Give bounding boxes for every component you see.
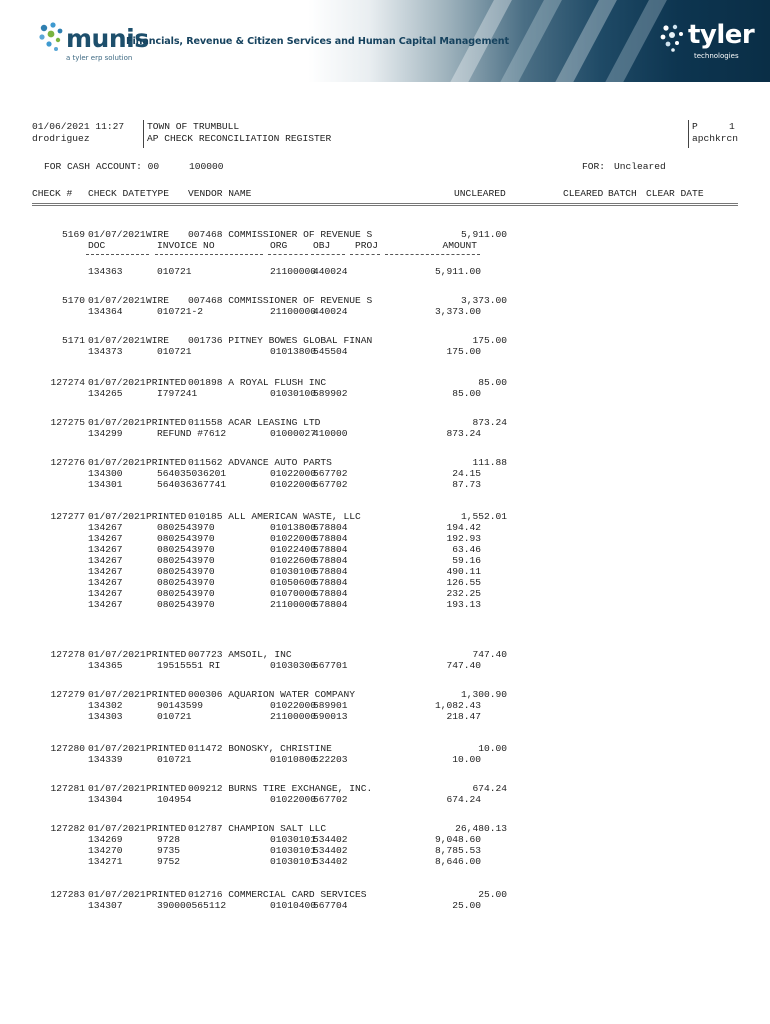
line-doc: 134267	[88, 522, 123, 533]
line-amount: 1,082.43	[434, 700, 481, 711]
line-invoice: 9728	[157, 834, 181, 845]
detail-header-org: ORG	[270, 240, 288, 251]
line-org: 01030300	[270, 660, 317, 671]
line-amount: 175.00	[446, 346, 481, 357]
line-doc: 134299	[88, 428, 123, 439]
check-number: 5169	[61, 229, 85, 240]
check-date: 01/07/2021	[88, 457, 146, 468]
col-batch: BATCH	[608, 188, 637, 199]
line-obj: 567704	[313, 900, 348, 911]
vendor-name: 009212 BURNS TIRE EXCHANGE, INC.	[188, 783, 373, 794]
line-org: 01030100	[270, 388, 317, 399]
vendor-name: 010185 ALL AMERICAN WASTE, LLC	[188, 511, 361, 522]
line-obj: 590013	[313, 711, 348, 722]
check-type: PRINTED	[146, 649, 187, 660]
line-org: 01022000	[270, 468, 317, 479]
line-amount: 25.00	[452, 900, 481, 911]
check-type: PRINTED	[146, 823, 187, 834]
line-invoice: 0802543970	[157, 577, 215, 588]
line-doc: 134307	[88, 900, 123, 911]
check-number: 127278	[50, 649, 85, 660]
check-number: 5170	[61, 295, 85, 306]
line-amount: 3,373.00	[434, 306, 481, 317]
uncleared-amount: 175.00	[472, 335, 507, 346]
line-invoice: 564036367741	[157, 479, 227, 490]
uncleared-amount: 10.00	[478, 743, 507, 754]
uncleared-amount: 873.24	[472, 417, 507, 428]
check-date: 01/07/2021	[88, 689, 146, 700]
line-invoice: 9735	[157, 845, 181, 856]
line-obj: 578804	[313, 566, 348, 577]
line-invoice: REFUND #7612	[157, 428, 227, 439]
check-type: PRINTED	[146, 889, 187, 900]
line-org: 01030101	[270, 845, 317, 856]
report-datetime: 01/06/2021 11:27	[32, 121, 125, 132]
detail-underline	[155, 254, 263, 256]
tyler-tagline: technologies	[694, 52, 739, 60]
vendor-name: 011562 ADVANCE AUTO PARTS	[188, 457, 332, 468]
line-obj: 522203	[313, 754, 348, 765]
line-org: 01050600	[270, 577, 317, 588]
line-obj: 578804	[313, 599, 348, 610]
cash-account-number: 100000	[189, 161, 224, 172]
vendor-name: 007723 AMSOIL, INC	[188, 649, 292, 660]
uncleared-amount: 25.00	[478, 889, 507, 900]
line-amount: 85.00	[452, 388, 481, 399]
line-obj: 545504	[313, 346, 348, 357]
line-doc: 134267	[88, 555, 123, 566]
check-number: 127280	[50, 743, 85, 754]
line-doc: 134373	[88, 346, 123, 357]
header-rule	[32, 203, 738, 204]
line-invoice: 010721	[157, 711, 192, 722]
detail-header-proj: PROJ	[355, 240, 379, 251]
uncleared-amount: 747.40	[472, 649, 507, 660]
uncleared-amount: 5,911.00	[460, 229, 507, 240]
line-obj: 578804	[313, 522, 348, 533]
line-obj: 534402	[313, 856, 348, 867]
line-amount: 194.42	[446, 522, 481, 533]
line-org: 21100000	[270, 306, 317, 317]
col-uncleared: UNCLEARED	[454, 188, 506, 199]
check-number: 127281	[50, 783, 85, 794]
check-date: 01/07/2021	[88, 743, 146, 754]
check-type: WIRE	[146, 335, 170, 346]
check-type: PRINTED	[146, 511, 187, 522]
line-amount: 5,911.00	[434, 266, 481, 277]
detail-underline	[311, 254, 345, 256]
line-org: 01030101	[270, 834, 317, 845]
vendor-name: 007468 COMMISSIONER OF REVENUE S	[188, 295, 373, 306]
line-obj: 567702	[313, 468, 348, 479]
line-org: 01030100	[270, 566, 317, 577]
line-amount: 126.55	[446, 577, 481, 588]
line-amount: 747.40	[446, 660, 481, 671]
line-invoice: 010721-2	[157, 306, 204, 317]
line-obj: 589902	[313, 388, 348, 399]
line-org: 01000027	[270, 428, 317, 439]
line-org: 21100000	[270, 711, 317, 722]
line-obj: 534402	[313, 834, 348, 845]
munis-logo-text: munis	[66, 24, 149, 53]
line-amount: 87.73	[452, 479, 481, 490]
check-type: PRINTED	[146, 689, 187, 700]
check-number: 127283	[50, 889, 85, 900]
line-invoice: 0802543970	[157, 522, 215, 533]
header-divider-right	[688, 120, 689, 148]
check-date: 01/07/2021	[88, 229, 146, 240]
detail-underline	[350, 254, 380, 256]
line-obj: 578804	[313, 577, 348, 588]
line-invoice: I797241	[157, 388, 198, 399]
line-obj: 578804	[313, 544, 348, 555]
line-invoice: 19515551 RI	[157, 660, 221, 671]
check-number: 127275	[50, 417, 85, 428]
line-invoice: 0802543970	[157, 566, 215, 577]
check-type: WIRE	[146, 229, 170, 240]
line-obj: 410000	[313, 428, 348, 439]
vendor-name: 001736 PITNEY BOWES GLOBAL FINAN	[188, 335, 373, 346]
check-date: 01/07/2021	[88, 511, 146, 522]
munis-tagline: a tyler erp solution	[66, 54, 133, 62]
line-doc: 134300	[88, 468, 123, 479]
detail-underline	[86, 254, 149, 256]
line-amount: 873.24	[446, 428, 481, 439]
col-type: TYPE	[146, 188, 170, 199]
line-doc: 134304	[88, 794, 123, 805]
line-org: 01022000	[270, 794, 317, 805]
vendor-name: 000306 AQUARION WATER COMPANY	[188, 689, 355, 700]
uncleared-amount: 3,373.00	[460, 295, 507, 306]
line-invoice: 0802543970	[157, 533, 215, 544]
line-amount: 192.93	[446, 533, 481, 544]
check-number: 127282	[50, 823, 85, 834]
line-amount: 193.13	[446, 599, 481, 610]
line-doc: 134364	[88, 306, 123, 317]
line-org: 01030101	[270, 856, 317, 867]
filter-value: Uncleared	[614, 161, 666, 172]
line-invoice: 390000565112	[157, 900, 227, 911]
line-amount: 63.46	[452, 544, 481, 555]
check-type: PRINTED	[146, 377, 187, 388]
cash-account-label: FOR CASH ACCOUNT: 00	[44, 161, 160, 172]
detail-underline	[385, 254, 480, 256]
line-obj: 589901	[313, 700, 348, 711]
check-number: 127274	[50, 377, 85, 388]
line-doc: 134363	[88, 266, 123, 277]
line-invoice: 564035036201	[157, 468, 227, 479]
vendor-name: 011472 BONOSKY, CHRISTINE	[188, 743, 332, 754]
line-obj: 567701	[313, 660, 348, 671]
line-amount: 8,646.00	[434, 856, 481, 867]
line-doc: 134301	[88, 479, 123, 490]
page-label: P	[692, 121, 698, 132]
line-obj: 578804	[313, 533, 348, 544]
line-doc: 134269	[88, 834, 123, 845]
line-invoice: 9752	[157, 856, 181, 867]
line-doc: 134271	[88, 856, 123, 867]
check-date: 01/07/2021	[88, 377, 146, 388]
line-org: 01022000	[270, 479, 317, 490]
uncleared-amount: 111.88	[472, 457, 507, 468]
line-obj: 578804	[313, 588, 348, 599]
check-number: 127279	[50, 689, 85, 700]
line-org: 01022000	[270, 533, 317, 544]
check-type: PRINTED	[146, 783, 187, 794]
line-invoice: 90143599	[157, 700, 204, 711]
check-date: 01/07/2021	[88, 417, 146, 428]
col-cleared: CLEARED	[563, 188, 604, 199]
check-type: WIRE	[146, 295, 170, 306]
line-invoice: 010721	[157, 754, 192, 765]
line-obj: 440024	[313, 266, 348, 277]
line-doc: 134270	[88, 845, 123, 856]
uncleared-amount: 85.00	[478, 377, 507, 388]
banner-title: Financials, Revenue & Citizen Services and Human Capital Management	[126, 36, 509, 47]
line-invoice: 0802543970	[157, 555, 215, 566]
line-doc: 134365	[88, 660, 123, 671]
vendor-name: 011558 ACAR LEASING LTD	[188, 417, 321, 428]
check-number: 127276	[50, 457, 85, 468]
line-invoice: 0802543970	[157, 599, 215, 610]
check-date: 01/07/2021	[88, 889, 146, 900]
line-amount: 232.25	[446, 588, 481, 599]
line-amount: 9,048.60	[434, 834, 481, 845]
uncleared-amount: 1,552.01	[460, 511, 507, 522]
header-rule-2	[32, 205, 738, 206]
header-divider-left	[143, 120, 144, 148]
munis-logo-icon	[38, 20, 68, 54]
check-number: 127277	[50, 511, 85, 522]
col-vendor-name: VENDOR NAME	[188, 188, 252, 199]
line-org: 01070000	[270, 588, 317, 599]
tyler-logo-icon	[658, 22, 688, 54]
detail-header-doc: DOC	[88, 240, 106, 251]
report-town: TOWN OF TRUMBULL	[147, 121, 240, 132]
check-number: 5171	[61, 335, 85, 346]
col-check: CHECK #	[32, 188, 73, 199]
line-obj: 567702	[313, 479, 348, 490]
check-date: 01/07/2021	[88, 335, 146, 346]
tyler-logo-text: tyler	[688, 20, 755, 50]
line-amount: 10.00	[452, 754, 481, 765]
line-obj: 440024	[313, 306, 348, 317]
line-amount: 8,785.53	[434, 845, 481, 856]
line-amount: 24.15	[452, 468, 481, 479]
line-invoice: 0802543970	[157, 544, 215, 555]
vendor-name: 001898 A ROYAL FLUSH INC	[188, 377, 327, 388]
line-amount: 490.11	[446, 566, 481, 577]
line-invoice: 010721	[157, 346, 192, 357]
check-date: 01/07/2021	[88, 295, 146, 306]
report-user: drodriguez	[32, 133, 90, 144]
line-org: 21100000	[270, 599, 317, 610]
filter-label: FOR:	[582, 161, 606, 172]
report-title: AP CHECK RECONCILIATION REGISTER	[147, 133, 332, 144]
line-invoice: 104954	[157, 794, 192, 805]
check-date: 01/07/2021	[88, 649, 146, 660]
check-type: PRINTED	[146, 457, 187, 468]
line-doc: 134267	[88, 599, 123, 610]
col-check-date: CHECK DATE	[88, 188, 146, 199]
check-type: PRINTED	[146, 743, 187, 754]
detail-underline	[268, 254, 308, 256]
line-amount: 218.47	[446, 711, 481, 722]
uncleared-amount: 1,300.90	[460, 689, 507, 700]
line-org: 01013800	[270, 522, 317, 533]
line-org: 01010800	[270, 754, 317, 765]
line-invoice: 0802543970	[157, 588, 215, 599]
line-amount: 674.24	[446, 794, 481, 805]
line-org: 01013800	[270, 346, 317, 357]
program-name: apchkrcn	[692, 133, 739, 144]
vendor-name: 012716 COMMERCIAL CARD SERVICES	[188, 889, 367, 900]
line-org: 01010400	[270, 900, 317, 911]
line-org: 01022600	[270, 555, 317, 566]
line-doc: 134267	[88, 577, 123, 588]
line-amount: 59.16	[452, 555, 481, 566]
report-banner	[0, 0, 770, 82]
line-doc: 134265	[88, 388, 123, 399]
line-doc: 134302	[88, 700, 123, 711]
line-doc: 134267	[88, 566, 123, 577]
line-obj: 534402	[313, 845, 348, 856]
vendor-name: 007468 COMMISSIONER OF REVENUE S	[188, 229, 373, 240]
line-org: 21100000	[270, 266, 317, 277]
line-doc: 134303	[88, 711, 123, 722]
uncleared-amount: 674.24	[472, 783, 507, 794]
line-org: 01022400	[270, 544, 317, 555]
check-date: 01/07/2021	[88, 783, 146, 794]
detail-header-invoice: INVOICE NO	[157, 240, 215, 251]
line-doc: 134339	[88, 754, 123, 765]
line-doc: 134267	[88, 544, 123, 555]
check-type: PRINTED	[146, 417, 187, 428]
line-obj: 578804	[313, 555, 348, 566]
check-date: 01/07/2021	[88, 823, 146, 834]
page-number: 1	[729, 121, 735, 132]
line-org: 01022000	[270, 700, 317, 711]
line-invoice: 010721	[157, 266, 192, 277]
detail-header-amount: AMOUNT	[442, 240, 477, 251]
line-obj: 567702	[313, 794, 348, 805]
vendor-name: 012787 CHAMPION SALT LLC	[188, 823, 327, 834]
col-clear-date: CLEAR DATE	[646, 188, 704, 199]
detail-header-obj: OBJ	[313, 240, 331, 251]
uncleared-amount: 26,480.13	[455, 823, 507, 834]
line-doc: 134267	[88, 533, 123, 544]
line-doc: 134267	[88, 588, 123, 599]
